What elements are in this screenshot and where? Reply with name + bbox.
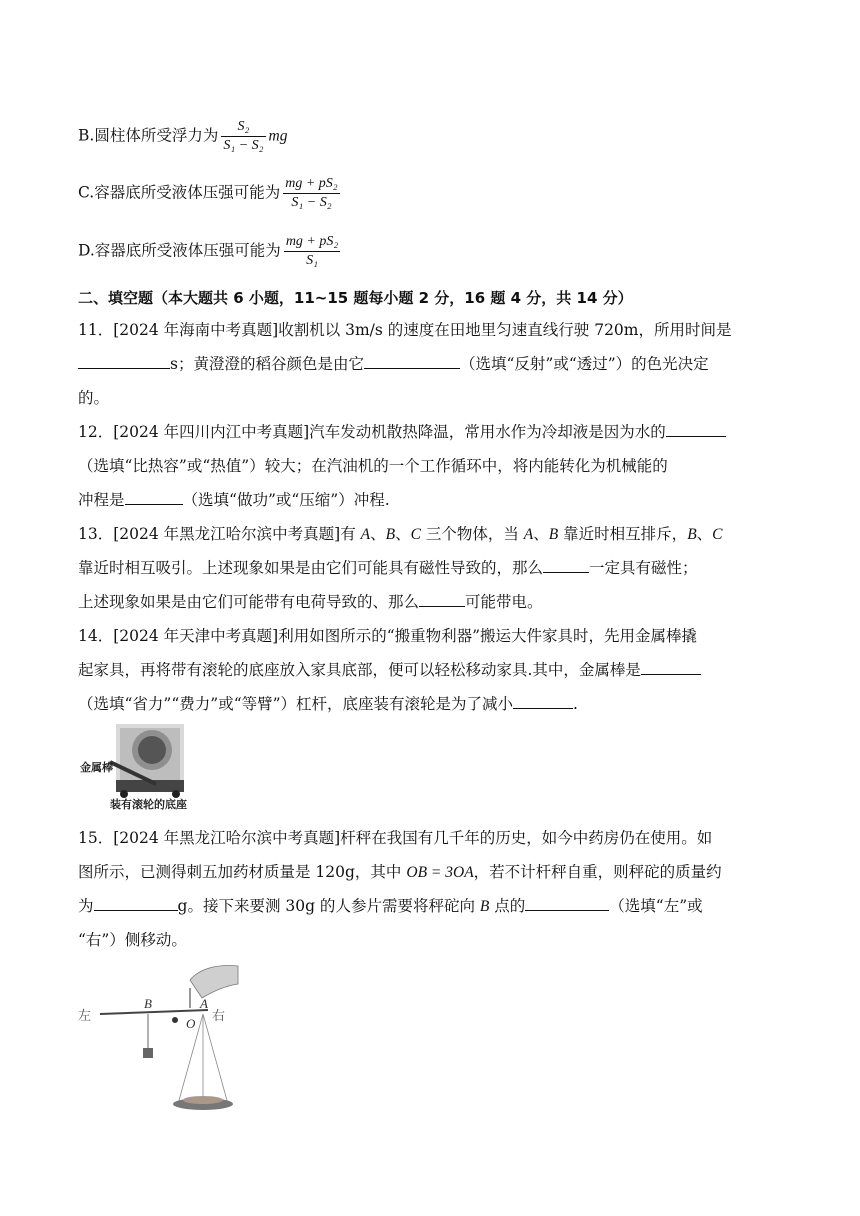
q14-line2 <box>78 660 701 680</box>
q13-text: 13．[2024 年黑龙江哈尔滨中考真题]有 <box>78 525 361 543</box>
q15-line2 <box>78 862 722 883</box>
q15-text: （选填“左”或 <box>609 897 703 915</box>
hook <box>172 1017 178 1023</box>
q12-text: （选填“做功”或“压缩”）冲程. <box>182 491 390 509</box>
answer-blank[interactable] <box>513 694 573 709</box>
q13-text: 、 <box>696 525 713 543</box>
equation: OB = 3OA <box>406 864 474 881</box>
point-b-label: B <box>144 996 152 1011</box>
q13-text: 上述现象如果是由它们可能带有电荷导致的、那么 <box>78 593 420 611</box>
furniture-mover-figure <box>80 724 190 814</box>
q15-text: ，若不计杆秤自重，则秤砣的质量约 <box>473 863 722 881</box>
q14-text: （选填“省力”“费力”或“等臂”）杠杆，底座装有滚轮是为了减小 <box>78 695 514 713</box>
option-d <box>78 233 343 270</box>
q12-line2: （选填“比热容”或“热值”）较大；在汽油机的一个工作循环中，将内能转化为机械能的 <box>78 457 668 475</box>
option-b <box>78 118 287 155</box>
q14-line3 <box>78 694 578 714</box>
q13-line1 <box>78 524 723 545</box>
q11-line1: 11．[2024 年海南中考真题]收割机以 3m/s 的速度在田地里匀速直线行驶 720m，所用时间是 <box>78 321 732 339</box>
denominator: S₁ <box>306 253 318 268</box>
right-label: 右 <box>212 1009 226 1024</box>
q14-line1: 14．[2024 年天津中考真题]利用如图所示的“搬重物利器”搬运大件家具时，先用金属棒撬 <box>78 627 698 645</box>
numerator: S₂ <box>221 118 265 137</box>
var-b: B <box>385 526 396 543</box>
q15-text: 点的 <box>489 897 526 915</box>
fraction <box>283 175 339 212</box>
q12-text: 冲程是 <box>78 491 125 509</box>
answer-blank[interactable] <box>78 354 170 369</box>
section-heading: 二、填空题（本大题共 6 小题，11~15 题每小题 2 分，16 题 4 分，共 14 分） <box>78 289 633 307</box>
option-c-prefix: C.容器底所受液体压强可能为 <box>78 183 281 202</box>
q12-line1 <box>78 422 726 442</box>
q12-line3 <box>78 490 390 510</box>
numerator: mg + pS₂ <box>284 233 340 252</box>
option-d-prefix: D.容器底所受液体压强可能为 <box>78 241 281 260</box>
metal-bar-label: 金属棒 <box>80 761 113 774</box>
var-c: C <box>410 526 421 543</box>
q13-text: 、 <box>395 525 411 543</box>
q13-text: 靠近时相互吸引。上述现象如果是由它们可能具有磁性导致的，那么 <box>78 559 544 577</box>
q13-text: 、 <box>533 525 549 543</box>
q15-line1: 15．[2024 年黑龙江哈尔滨中考真题]杆秤在我国有几千年的历史，如今中药房仍在使用。如 <box>78 829 713 847</box>
q15-text: 图所示，已测得刺五加药材质量是 120g，其中 <box>78 863 407 881</box>
q15-line4: “右”）侧移动。 <box>78 931 187 949</box>
numerator: mg + pS₂ <box>283 175 339 194</box>
point-o-label: O <box>186 1016 196 1031</box>
roller-base-label: 装有滚轮的底座 <box>110 798 187 811</box>
var-c: C <box>712 526 723 543</box>
var-b: B <box>479 898 490 915</box>
q15-line3 <box>78 896 703 917</box>
option-c <box>78 175 343 212</box>
answer-blank[interactable] <box>525 896 609 911</box>
q11-text: （选填“反射”或“透过”）的色光决定 <box>459 355 709 373</box>
q11-line2 <box>78 354 709 374</box>
steelyard-beam <box>100 1010 208 1014</box>
answer-blank[interactable] <box>666 422 726 437</box>
q11-line3: 的。 <box>78 389 110 407</box>
answer-blank[interactable] <box>419 592 465 607</box>
q14-text: . <box>573 695 578 713</box>
q13-text: 一定具有磁性； <box>589 559 698 577</box>
pan-string <box>203 1014 228 1104</box>
steelyard-figure <box>78 962 248 1112</box>
option-b-suffix: mg <box>268 127 288 145</box>
answer-blank[interactable] <box>125 490 183 505</box>
q15-text: g。接下来要测 30g 的人参片需要将秤砣向 <box>177 897 480 915</box>
answer-blank[interactable] <box>364 354 460 369</box>
q13-line3 <box>78 592 543 612</box>
point-a-label: A <box>200 996 208 1011</box>
var-b: B <box>687 526 697 543</box>
q13-text: 靠近时相互排斥， <box>558 525 688 543</box>
q13-text: 、 <box>370 525 386 543</box>
q14-text: 起家具，再将带有滚轮的底座放入家具底部，便可以轻松移动家具.其中，金属棒是 <box>78 661 641 679</box>
var-b: B <box>548 526 559 543</box>
q12-text: 12．[2024 年四川内江中考真题]汽车发动机散热降温，常用水作为冷却液是因为水的 <box>78 423 666 441</box>
var-a: A <box>523 526 534 543</box>
furniture-window <box>138 736 166 764</box>
counterweight <box>143 1048 153 1058</box>
steelyard-illustration <box>78 962 248 1112</box>
q13-text: 三个物体，当 <box>420 525 524 543</box>
fraction <box>221 118 265 155</box>
answer-blank[interactable] <box>641 660 701 675</box>
denominator: S₁ − S₂ <box>223 138 264 153</box>
answer-blank[interactable] <box>94 896 178 911</box>
left-label: 左 <box>78 1009 92 1024</box>
answer-blank[interactable] <box>543 558 589 573</box>
var-a: A <box>360 526 371 543</box>
q15-text: 为 <box>78 897 94 915</box>
hand <box>190 966 238 998</box>
q13-text: 可能带电。 <box>465 593 543 611</box>
denominator: S₁ − S₂ <box>291 195 332 210</box>
option-b-prefix: B.圆柱体所受浮力为 <box>78 126 219 145</box>
q11-text: s；黄澄澄的稻谷颜色是由它 <box>170 355 364 373</box>
fraction <box>284 233 340 270</box>
herbs <box>183 1096 223 1104</box>
q13-line2 <box>78 558 698 578</box>
